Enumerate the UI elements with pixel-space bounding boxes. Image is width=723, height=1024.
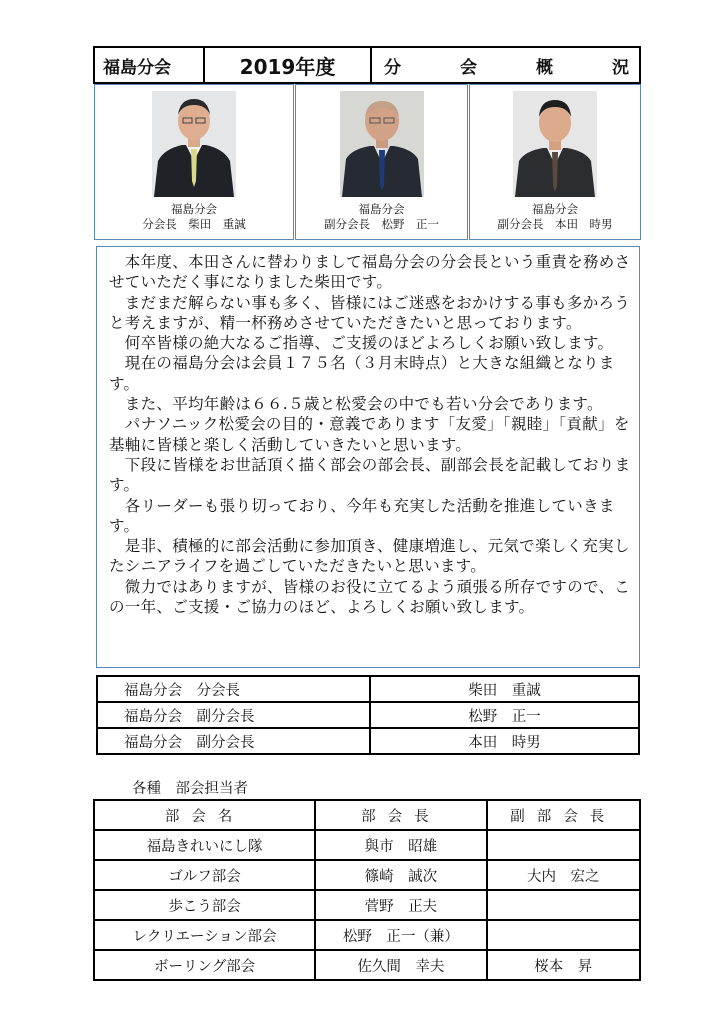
club-name: 福島きれいにし隊 [94,830,315,860]
column-header: 副部会長 [487,800,640,830]
photo-caption-branch: 福島分会 [171,202,217,216]
message-paragraph: 各リーダーも張り切っており、今年も充実した活動を推進していきます。 [109,496,615,535]
photo-card-vice-chair-2 [469,84,641,240]
message-paragraph: 微力ではありますが、皆様のお役に立てるよう頑張る所存ですので、この一年、ご支援・ご協力のほど、よろしくお願い致します。 [109,577,631,617]
officer-name: 柴田 重誠 [370,676,639,702]
branch-name: 福島分会 [95,48,205,82]
portrait-photo-icon [152,91,236,197]
photo-card-chair [94,84,294,240]
club-leader: 菅野 正夫 [315,890,486,920]
clubs-heading: 各種 部会担当者 [132,781,248,797]
officers-table [96,675,640,755]
club-leader: 松野 正一（兼） [315,920,486,950]
table-row [94,830,640,860]
table-row [94,890,640,920]
officer-name: 松野 正一 [370,702,639,728]
message-paragraph: 下段に皆様をお世話頂く描く部会の部会長、副部会長を記載しております。 [109,455,631,495]
title-char: 会 [460,57,477,78]
header-bar [93,46,641,84]
photo-caption-branch: 福島分会 [532,202,578,216]
club-name: ボーリング部会 [94,950,315,980]
table-header-row [94,800,640,830]
officer-name: 本田 時男 [370,728,639,754]
table-row [97,676,639,702]
photo-caption-branch: 福島分会 [358,202,405,216]
title-char: 分 [384,57,401,78]
club-deputy [487,890,640,920]
club-deputy: 桜本 昇 [487,950,640,980]
title-char: 況 [612,57,629,78]
photo-card-vice-chair-1 [295,84,468,240]
table-row [97,702,639,728]
officer-position: 福島分会 副分会長 [97,702,370,728]
greeting-message [96,246,640,668]
message-paragraph: また、平均年齢は６６.５歳と松愛会の中でも若い分会であります。 [109,395,603,414]
message-paragraph: まだまだ解らない事も多く、皆様にはご迷惑をおかけする事も多かろうと考えますが、精一杯務めさせていただきたいと思っております。 [109,293,631,332]
table-row [94,860,640,890]
club-deputy [487,920,640,950]
club-deputy [487,830,640,860]
photo-caption-name: 副分会長 本田 時男 [497,217,613,231]
message-paragraph: 現在の福島分会は会員１７５名（３月末時点）と大きな組織となります。 [109,354,615,393]
club-deputy: 大内 宏之 [487,860,640,890]
message-paragraph: 是非、積極的に部会活動に参加頂き、健康増進し、元気で楽しく充実したシニアライフを過ごしていただきたいと思います。 [109,537,630,576]
page-title [372,48,639,82]
table-row [94,950,640,980]
officer-position: 福島分会 分会長 [97,676,370,702]
club-name: レクリエーション部会 [94,920,315,950]
club-leader: 與市 昭雄 [315,830,486,860]
portrait-photo-icon [340,91,424,197]
photo-caption-name: 副分会長 松野 正一 [324,217,439,231]
club-leader: 篠崎 誠次 [315,860,486,890]
portrait-photo-icon [513,91,597,197]
title-char: 概 [536,57,553,78]
club-leader: 佐久間 幸夫 [315,950,486,980]
message-paragraph: 何卒皆様の絶大なるご指導、ご支援のほどよろしくお願い致します。 [109,334,614,353]
table-row [97,728,639,754]
fiscal-year: 2019年度 [205,48,372,82]
table-row [94,920,640,950]
club-name: ゴルフ部会 [94,860,315,890]
message-paragraph: 本年度、本田さんに替わりまして福島分会の分会長という重責を務めさせていただく事になりました柴田です。 [109,253,631,292]
column-header: 部会長 [315,800,486,830]
photo-caption-name: 分会長 柴田 重誠 [142,217,246,231]
column-header: 部会名 [94,800,315,830]
club-name: 歩こう部会 [94,890,315,920]
officer-position: 福島分会 副分会長 [97,728,370,754]
message-paragraph: パナソニック松愛会の目的・意義であります「友愛」「親睦」「貢献」を基軸に皆様と楽しく活動していきたいと思います。 [109,415,630,454]
clubs-table [93,799,641,981]
